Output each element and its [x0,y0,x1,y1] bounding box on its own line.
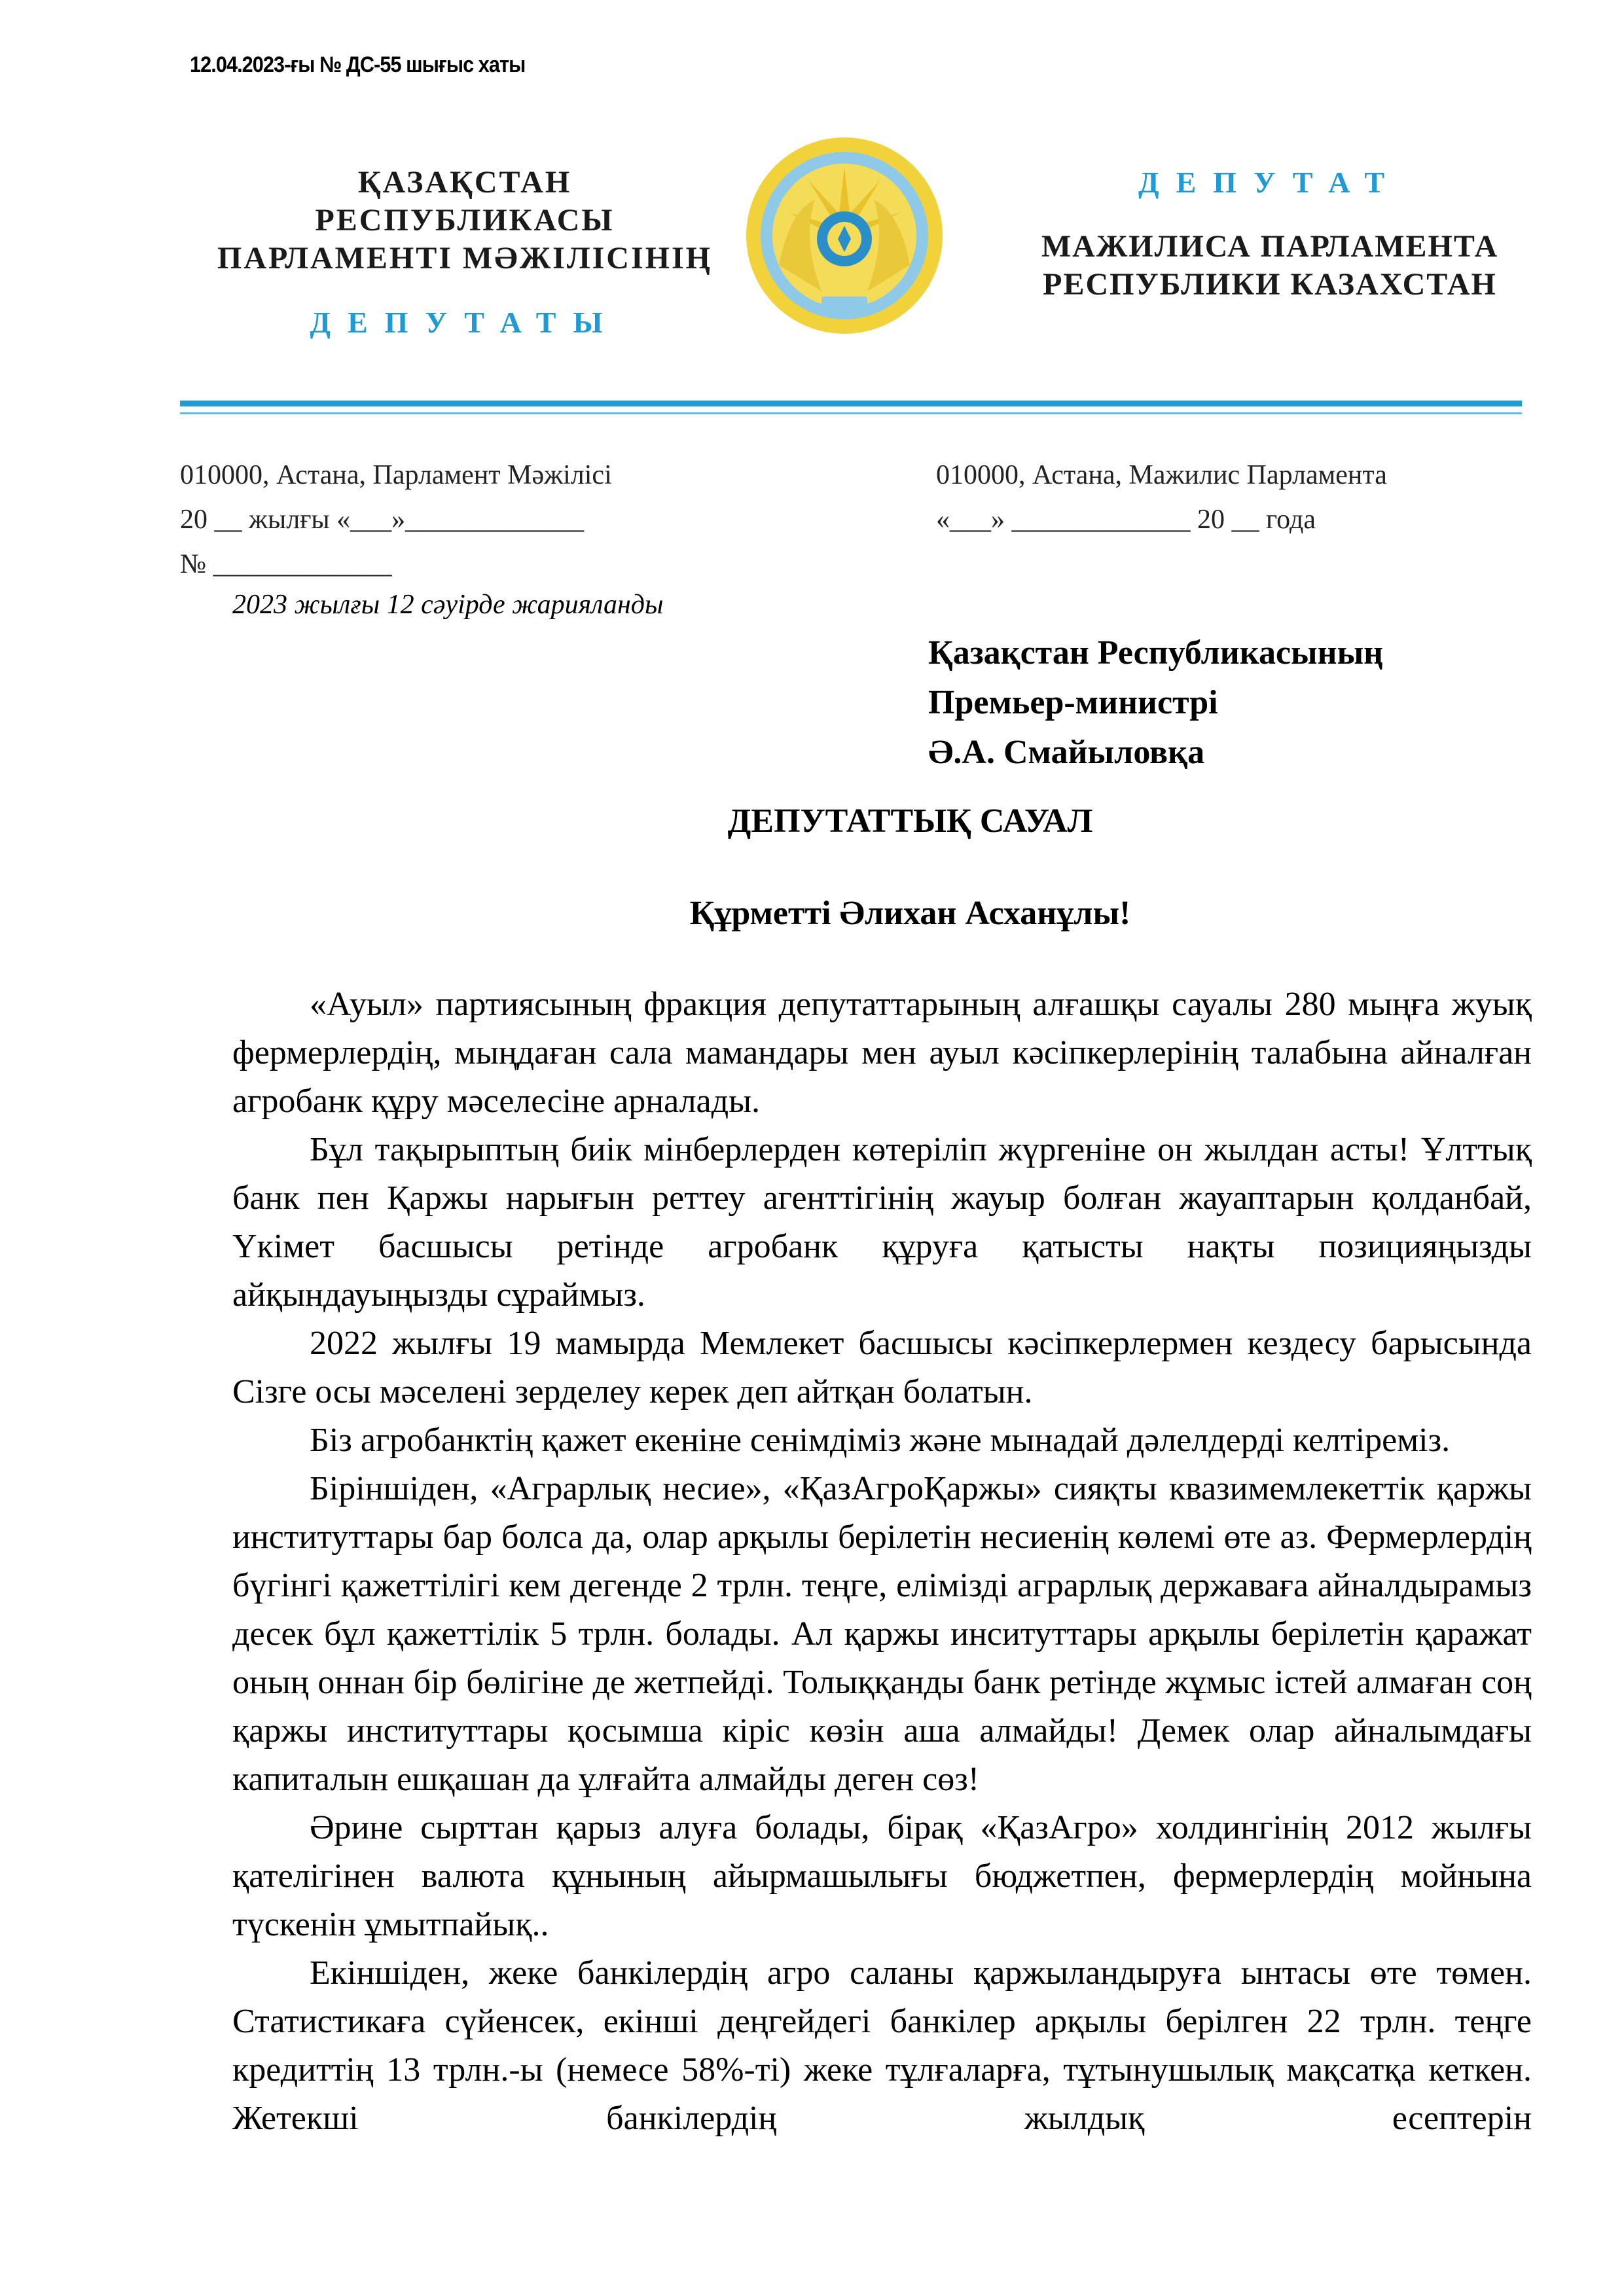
letterhead-ru-line2: РЕСПУБЛИКИ КАЗАХСТАН [1043,267,1497,302]
address-ru-line1: 010000, Астана, Мажилис Парламента [936,460,1387,490]
body-paragraph: Екіншіден, жеке банкілердің агро саланы қаржыландыруға ынтасы өте төмен. Статистикаға сүйенсек, екінші деңгейдегі банкілер арқылы берілген 22 трлн. теңге кредиттің 13 трлн.-ы (немесе 58%-ті) жеке тұлғаларға, тұтынушылық мақсатқа кеткен. Жетекші банкілердің жылдық есептерін [232,1954,1532,2137]
body-paragraph: 2022 жылғы 19 мамырда Мемлекет басшысы кәсіпкерлермен кездесу барысында Сізге осы мәселені зерделеу керек деп айтқан болатын. [232,1325,1532,1410]
recipient-line2: Премьер-министрі [928,684,1218,721]
state-emblem-icon [743,134,946,337]
address-ru [936,453,1525,542]
letterhead-kz [209,164,720,342]
body-paragraph: «Ауыл» партиясының фракция депутаттарының алғашқы сауалы 280 мыңға жуық фермерлердің, мыңдаған сала мамандары мен ауыл кәсіпкерлерінің талабына айналған агробанк құру мәселесіне арналады. [232,986,1532,1120]
letter-body [232,980,1532,2143]
published-note: 2023 жылғы 12 сәуірде жарияланды [232,590,664,620]
outgoing-letter-stamp: 12.04.2023-ғы № ДС-55 шығыс хаты [190,52,526,77]
document-title: ДЕПУТАТТЫҚ САУАЛ [727,802,1093,840]
greeting: Құрметті Әлихан Асханұлы! [689,895,1131,932]
letterhead-ru-line1: МАЖИЛИСА ПАРЛАМЕНТА [1041,229,1499,264]
letterhead-kz-title: ДЕПУТАТЫ [310,306,620,339]
letterhead-ru-title: ДЕПУТАТ [1138,166,1402,199]
address-kz-line2: 20 __ жылғы «___»_____________ [180,505,585,535]
address-kz [180,453,769,586]
recipient-line1: Қазақстан Республикасының [928,634,1384,672]
body-paragraph: Біріншіден, «Аграрлық несие», «ҚазАгроҚаржы» сияқты квазимемлекеттік қаржы институттары бар болса да, олар арқылы берілетін несиенің көлемі өте аз. Фермерлердің бүгінгі қажеттілігі кем дегенде 2 трлн. теңге, елімізді аграрлық державаға айналдырамыз десек бұл қажеттілік 5 трлн. болады. Ал қаржы инситуттары арқылы берілетін қаражат оның оннан бір бөлігіне де жетпейді. Толыққанды банк ретінде жұмыс істей алмаған соң қаржы институттары қосымша кіріс көзін аша алмайды! Демек олар айналымдағы капиталын ешқашан да ұлғайта алмайды деген сөз! [232,1470,1532,1798]
body-paragraph: Біз агробанктің қажет екеніне сенімдіміз және мынадай дәлелдерді келтіреміз. [310,1422,1451,1459]
body-paragraph: Бұл тақырыптың биік мінберлерден көтеріліп жүргеніне он жылдан асты! Ұлттық банк пен Қаржы нарығын реттеу агенттігінің жауыр болған жауаптарын қолданбай, Үкімет басшысы ретінде агробанк құруға қатысты нақты позицияңызды айқындауыңызды сұраймыз. [232,1131,1532,1314]
address-kz-line1: 010000, Астана, Парламент Мәжілісі [180,460,612,490]
letterhead-divider [180,401,1522,406]
letterhead-divider-thin [180,412,1522,414]
recipient-block [928,628,1383,778]
body-paragraph: Әрине сырттан қарыз алуға болады, бірақ «ҚазАгро» холдингінің 2012 жылғы қателігінен валюта құнының айырмашылығы бюджетпен, фермерлердің мойнына түскенін ұмытпайық.. [232,1809,1532,1943]
letterhead-kz-line2: ПАРЛАМЕНТІ МӘЖІЛІСІНІҢ [217,241,712,276]
address-ru-line2: «___» _____________ 20 __ года [936,505,1316,535]
recipient-line3: Ә.А. Смайыловқа [928,734,1205,771]
letterhead-kz-line1: ҚАЗАҚСТАН РЕСПУБЛИКАСЫ [315,165,615,238]
letterhead-ru [1008,164,1532,304]
address-kz-line3: № _____________ [180,549,392,579]
